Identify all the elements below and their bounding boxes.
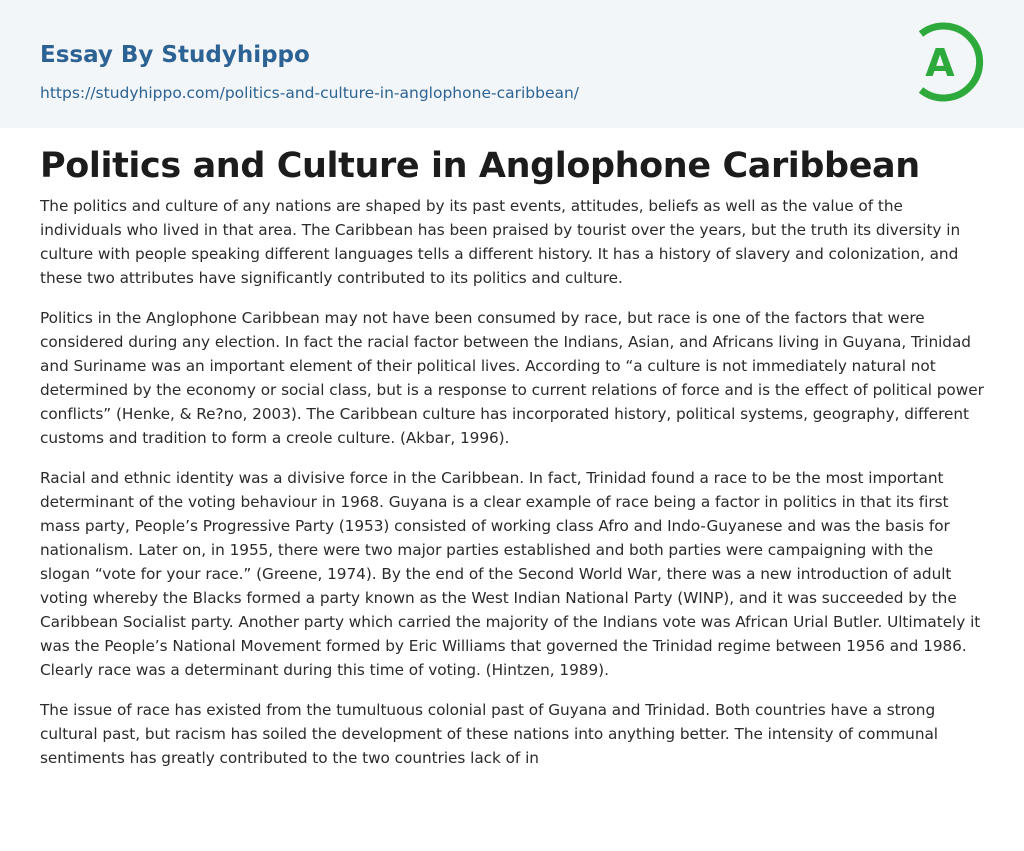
site-brand[interactable]: Essay By Studyhippo [40,42,310,68]
article-paragraph: The politics and culture of any nations are shaped by its past events, attitudes, beliefs as well as the value of the individuals who lived in that area. The Caribbean has been praised by tourist over the years, but the truth its diversity in culture with people speaking different languages tells a different history. It has a history of slavery and colonization, and these two attributes have significantly contributed to its politics and culture. [40,197,961,287]
article-body [40,194,985,786]
article-paragraph: Politics in the Anglophone Caribbean may not have been consumed by race, but race is one of the factors that were considered during any election. In fact the racial factor between the Indians, Asian, and Africans living in Guyana, Trinidad and Suriname was an important element of their political lives. According to “a culture is not immediately natural not determined by the economy or social class, but is a response to current relations of force and is the effect of political power conflicts” (Henke, & Re?no, 2003). The Caribbean culture has incorporated history, political systems, geography, different customs and tradition to form a creole culture. (Akbar, 1996). [40,309,984,447]
logo-letter: A [925,41,955,85]
article-paragraph: Racial and ethnic identity was a divisive force in the Caribbean. In fact, Trinidad found a race to be the most important determinant of the voting behaviour in 1968. Guyana is a clear example of race being a factor in politics in that its first mass party, People’s Progressive Party (1953) consisted of working class Afro and Indo-Guyanese and was the basis for nationalism. Later on, in 1955, there were two major parties established and both parties were campaigning with the slogan “vote for your race.” (Greene, 1974). By the end of the Second World War, there was a new introduction of adult voting whereby the Blacks formed a party known as the West Indian National Party (WINP), and it was succeeded by the Caribbean Socialist party. Another party which carried the majority of the Indians vote was African Urial Butler. Ultimately it was the People’s National Movement formed by Eric Williams that governed the Trinidad regime between 1956 and 1986. Clearly race was a determinant during this time of voting. (Hintzen, 1989). [40,469,981,679]
essay-url-link[interactable]: https://studyhippo.com/politics-and-culture-in-anglophone-caribbean/ [40,84,580,102]
article-title: Politics and Culture in Anglophone Caribbean [40,146,920,186]
studyhippo-logo-icon[interactable] [911,18,987,106]
article-paragraph: The issue of race has existed from the tumultuous colonial past of Guyana and Trinidad. Both countries have a strong cultural past, but racism has soiled the development of these nations into anything better. The intensity of communal sentiments has greatly contributed to the two countries lack of in [40,701,938,767]
